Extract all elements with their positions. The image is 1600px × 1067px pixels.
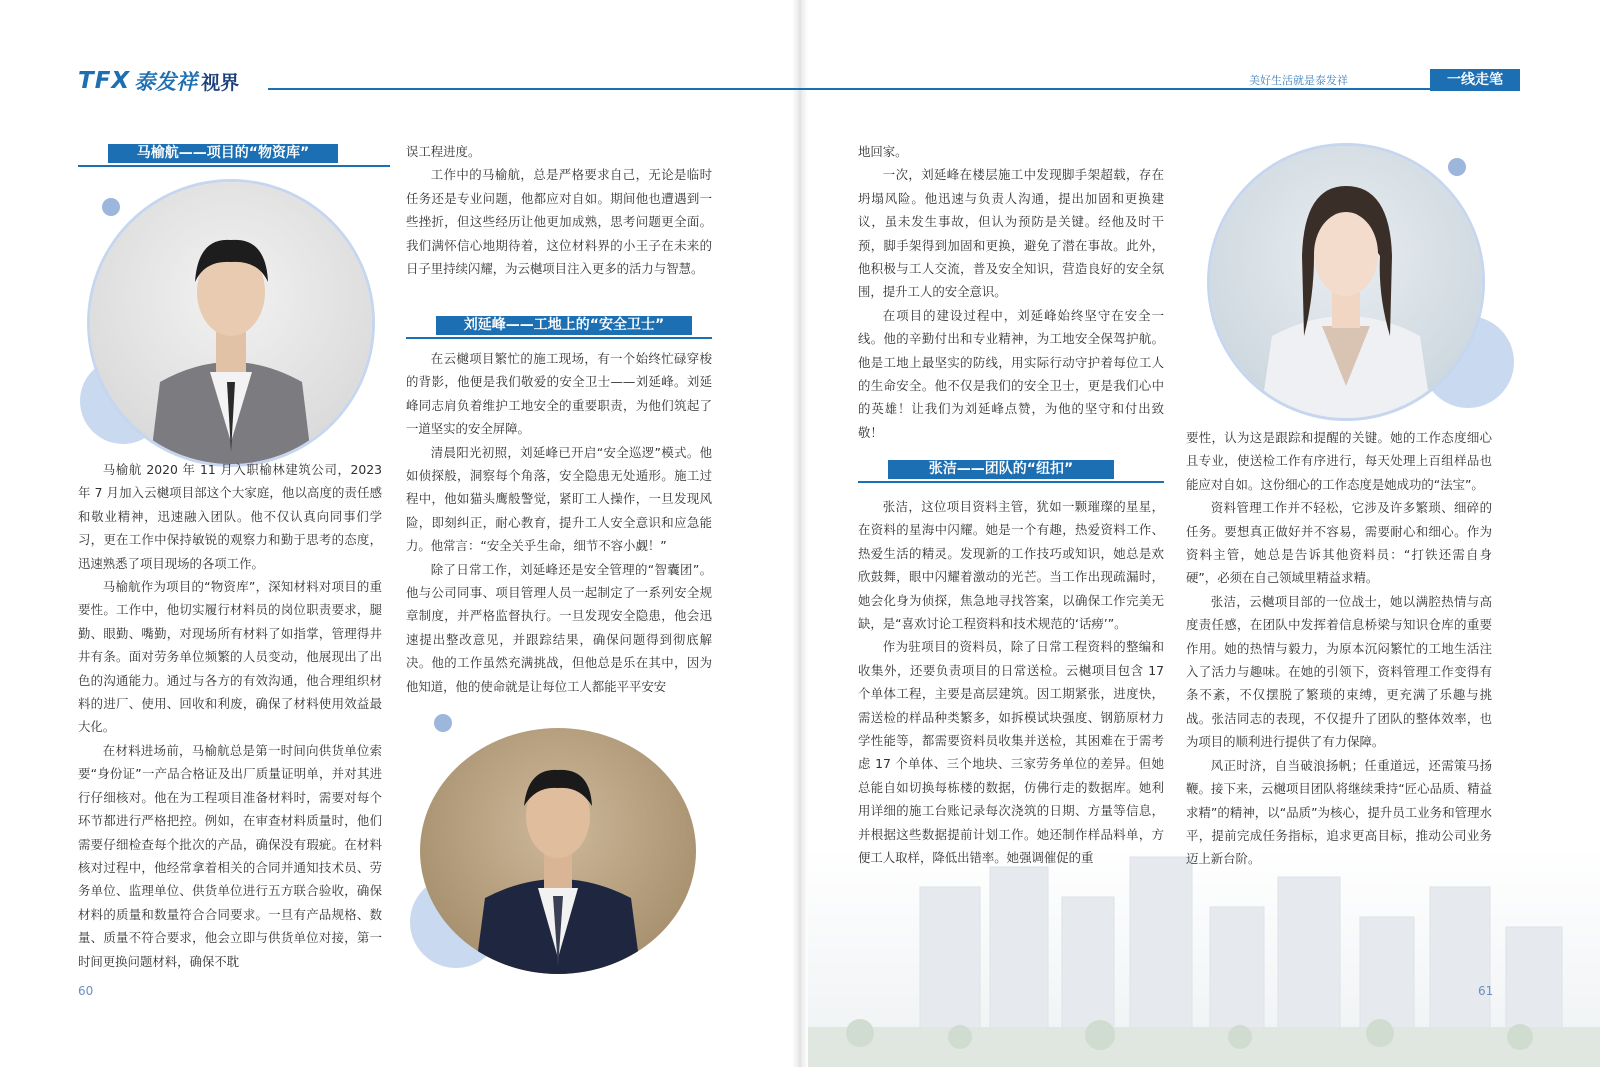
portrait-ma-yuhang [90,182,372,464]
header-slogan: 美好生活就是泰发祥 [1249,74,1348,87]
paragraph: 工作中的马榆航，总是严格要求自己，无论是临时任务还是专业问题，他都应对自如。期间他也遭遇到一些挫折，但这些经历让他更加成熟，思考问题更全面。我们满怀信心地期待着，这位材料界的小王子在未来的日子里持续闪耀，为云樾项目注入更多的活力与智慧。 [406,167,712,277]
column-3-zhang [858,495,1164,870]
paragraph: 误工程进度。 [406,144,481,159]
city-background-illustration [800,847,1600,1067]
logo-brand-name: 泰发祥 [134,70,198,94]
paragraph: 张洁，这位项目资料主管，犹如一颗璀璨的星星，在资料的星海中闪耀。她是一个有趣，热爱资料工作、热爱生活的精灵。发现新的工作技巧或知识，她总是欢欣鼓舞，眼中闪耀着激动的光芒。当工作出现疏漏时，她会化身为侦探，焦急地寻找答案，以确保工作完美无缺，是“喜欢讨论工程资料和技术规范的‘话痨’”。 [858,499,1164,632]
section-heading-liu [406,316,712,340]
column-1 [78,458,382,973]
paragraph: 张洁，云樾项目部的一位战士，她以满腔热情与高度责任感，在团队中发挥着信息桥梁与知识仓库的重要作用。她的热情与毅力，为原本沉闷繁忙的工地生活注入了活力与趣味。在她的引领下，资料管理工作变得有条不紊，不仅摆脱了繁琐的束缚，更充满了乐趣与挑战。张洁同志的表现，不仅提升了团队的整体效率，也为项目的顺利进行提供了有力保障。 [1186,593,1492,750]
paragraph: 在项目的建设过程中，刘延峰始终坚守在安全一线。他的辛勤付出和专业精神，为工地安全保驾护航。他是工地上最坚实的防线，用实际行动守护着每位工人的生命安全。他不仅是我们的安全卫士，更是我们心中的英雄！让我们为刘延峰点赞，为他的坚守和付出致敬！ [858,307,1164,440]
portrait-zhang-jie [1210,146,1482,418]
page-number-right: 61 [1478,984,1494,998]
magazine-header [78,66,1520,96]
logo-subtitle: 视界 [201,71,240,94]
column-2-top [406,140,712,280]
paragraph: 清晨阳光初照，刘延峰已开启“安全巡逻”模式。他如侦探般，洞察每个角落，安全隐患无处遁形。施工过程中，他如猫头鹰般警觉，紧盯工人操作，一旦发现风险，即刻纠正，耐心教育，提升工人安全意识和应急能力。他常言：“安全关乎生命，细节不容小觑！” [406,444,712,554]
paragraph: 风正时济，自当破浪扬帆；任重道远，还需策马扬鞭。接下来，云樾项目团队将继续秉持“匠心品质、精益求精”的精神，以“品质”为核心，提升员工业务和管理水平，提前完成任务指标，追求更高目标，推动公司业务迈上新台阶。 [1186,757,1492,867]
column-4 [1186,426,1492,871]
paragraph: 在材料进场前，马榆航总是第一时间向供货单位索要“身份证”一产品合格证及出厂质量证明单，并对其进行仔细核对。他在为工程项目准备材料时，需要对每个环节都进行严格把控。例如，在审查材料质量时，他们需要仔细检查每个批次的产品，确保没有瑕疵。在材料核对过程中，他经常拿着相关的合同并通知技术员、劳务单位、监理单位、供货单位进行五方联合验收，确保材料的质量和数量符合合同要求。一旦有产品规格、数量、质量不符合要求，他会立即与供货单位对接，第一时间更换问题材料，确保不耽 [78,742,382,969]
decor-dot [102,198,120,216]
section-tag: 一线走笔 [1430,69,1520,91]
section-heading-ma [78,144,390,168]
paragraph: 要性，认为这是跟踪和提醒的关键。她的工作态度细心且专业，使送检工作有序进行，每天处理上百组样品也能应对自如。这份细心的工作态度是她成功的“法宝”。 [1186,430,1492,492]
decor-dot [434,714,452,732]
header-rule [268,88,1520,90]
paragraph: 在云樾项目繁忙的施工现场，有一个始终忙碌穿梭的背影，他便是我们敬爱的安全卫士——刘延峰。刘延峰同志肩负着维护工地安全的重要职责，为他们筑起了一道坚实的安全屏障。 [406,351,712,437]
portrait-liu-yanfeng [420,728,696,974]
section-rule [78,165,390,167]
paragraph: 作为驻项目的资料员，除了日常工程资料的整编和收集外，还要负责项目的日常送检。云樾项目包含 17 个单体工程，主要是高层建筑。因工期紧张，进度快，需送检的样品种类繁多，如拆模试块强度、钢筋原材力学性能等，都需要资料员收集并送检，其困难在于需考虑 17 个单体、三个地块、三家劳务单位的差异。但她总能自如切换每栋楼的数据，仿佛行走的数据库。她利用详细的施工台账记录每次浇筑的日期、方量等信息，并根据这些数据提前计划工作。她还制作样品料单，方便工人取样，降低出错率。她强调催促的重 [858,639,1164,866]
decor-dot [1448,158,1466,176]
logo-tfx: TFX [78,68,131,94]
column-2-liu [406,347,712,698]
paragraph: 地回家。 [858,144,908,159]
paragraph: 除了日常工作，刘延峰还是安全管理的“智囊团”。他与公司同事、项目管理人员一起制定了一系列安全规章制度，并严格监督执行。一旦发现安全隐患，他会迅速提出整改意见，并跟踪结果，确保问题得到彻底解决。他的工作虽然充满挑战，但他总是乐在其中，因为他知道，他的使命就是让每位工人都能平平安安 [406,561,712,694]
section-title-ma: 马榆航——项目的“物资库” [108,144,338,163]
section-title-zhang: 张洁——团队的“纽扣” [888,460,1114,479]
page-gutter [792,0,808,1067]
section-title-liu: 刘延峰——工地上的“安全卫士” [436,316,692,335]
paragraph: 马榆航作为项目的“物资库”，深知材料对项目的重要性。工作中，他切实履行材料员的岗位职责要求，腿勤、眼勤、嘴勤，对现场所有材料了如指掌，管理得井井有条。面对劳务单位频繁的人员变动，他展现出了出色的沟通能力。通过与各方的有效沟通，他合理组织材料的进厂、使用、回收和利废，确保了材料使用效益最大化。 [78,579,382,735]
page-number-left: 60 [78,984,94,998]
paragraph: 一次，刘延峰在楼层施工中发现脚手架超载，存在坍塌风险。他迅速与负责人沟通，提出加固和更换建议，虽未发生事故，但认为预防是关键。经他及时干预，脚手架得到加固和更换，避免了潜在事故。此外，他积极与工人交流，普及安全知识，营造良好的安全氛围，提升工人的安全意识。 [858,167,1164,300]
column-3-top [858,140,1164,444]
magazine-logo [78,68,239,94]
section-rule [406,337,712,339]
section-rule [858,481,1164,483]
section-heading-zhang [858,460,1164,484]
paragraph: 马榆航 2020 年 11 月入职榆林建筑公司，2023 年 7 月加入云樾项目部这个大家庭，他以高度的责任感和敬业精神，迅速融入团队。他不仅认真向同事们学习，更在工作中保持敏锐的观察力和勤于思考的态度，迅速熟悉了项目现场的各项工作。 [78,462,382,571]
right-page [800,0,1600,1067]
paragraph: 资料管理工作并不轻松，它涉及许多繁琐、细碎的任务。要想真正做好并不容易，需要耐心和细心。作为资料主管，她总是告诉其他资料员：“打铁还需自身硬”，必须在自己领域里精益求精。 [1186,500,1492,586]
